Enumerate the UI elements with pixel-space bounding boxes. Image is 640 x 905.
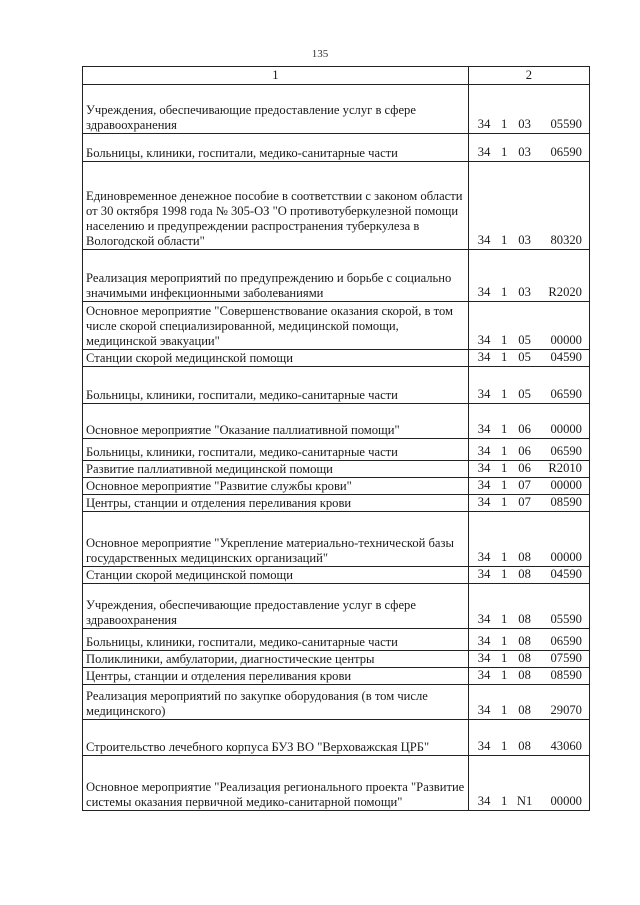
row-name: Основное мероприятие "Развитие службы крови": [83, 478, 469, 495]
budget-classification-table: [82, 66, 590, 811]
row-name: Больницы, клиники, госпитали, медико-санитарные части: [83, 439, 469, 461]
code-subprogram: 1: [501, 495, 508, 509]
table-row: [83, 461, 590, 478]
row-codes: [468, 685, 589, 720]
code-program: 34: [477, 285, 491, 299]
table-row: [83, 250, 590, 302]
row-codes: [468, 461, 589, 478]
code-program: 34: [477, 117, 491, 131]
code-group: [472, 668, 586, 684]
row-name: Основное мероприятие "Совершенствование оказания скорой, в том числе скорой специализированной, медицинской помощи, медицинской эвакуации": [83, 302, 469, 350]
row-codes: [468, 478, 589, 495]
row-name: Поликлиники, амбулатории, диагностические центры: [83, 651, 469, 668]
code-event: 05: [518, 387, 531, 401]
table-row: [83, 629, 590, 651]
row-codes: [468, 404, 589, 439]
code-group: [472, 634, 586, 650]
code-program: 34: [477, 794, 491, 808]
row-name: Учреждения, обеспечивающие предоставление услуг в сфере здравоохранения: [83, 85, 469, 134]
code-event: 06: [518, 422, 531, 436]
code-group: [472, 651, 586, 667]
code-direction: 06590: [550, 634, 582, 648]
table-row: [83, 756, 590, 811]
code-direction: 00000: [550, 550, 582, 564]
code-event: 07: [518, 495, 531, 509]
code-subprogram: 1: [501, 651, 508, 665]
row-codes: [468, 756, 589, 811]
code-subprogram: 1: [501, 703, 508, 717]
code-event: 08: [518, 668, 531, 682]
code-program: 34: [477, 703, 491, 717]
code-group: [472, 567, 586, 583]
code-program: 34: [477, 422, 491, 436]
row-name: Развитие паллиативной медицинской помощи: [83, 461, 469, 478]
code-event: 08: [518, 651, 531, 665]
row-codes: [468, 668, 589, 685]
code-event: 08: [518, 550, 531, 564]
code-subprogram: 1: [501, 739, 508, 753]
code-group: [472, 461, 586, 477]
row-name: Больницы, клиники, госпитали, медико-санитарные части: [83, 629, 469, 651]
row-name: Строительство лечебного корпуса БУЗ ВО "Верховажская ЦРБ": [83, 720, 469, 756]
table-row: [83, 720, 590, 756]
code-subprogram: 1: [501, 550, 508, 564]
code-program: 34: [477, 444, 491, 458]
row-codes: [468, 651, 589, 668]
code-direction: 00000: [550, 422, 582, 436]
code-direction: 00000: [550, 333, 582, 347]
table-row: [83, 685, 590, 720]
code-direction: 80320: [550, 233, 582, 247]
table-row: [83, 302, 590, 350]
code-program: 34: [477, 387, 491, 401]
code-direction: 07590: [550, 651, 582, 665]
code-direction: 00000: [550, 478, 582, 492]
code-subprogram: 1: [501, 567, 508, 581]
row-codes: [468, 495, 589, 512]
table-header-row: [83, 67, 590, 85]
row-name: Станции скорой медицинской помощи: [83, 350, 469, 367]
code-program: 34: [477, 651, 491, 665]
code-group: [472, 550, 586, 566]
table-row: [83, 567, 590, 584]
code-subprogram: 1: [501, 478, 508, 492]
code-program: 34: [477, 612, 491, 626]
row-name: Станции скорой медицинской помощи: [83, 567, 469, 584]
code-direction: 29070: [550, 703, 582, 717]
code-group: [472, 794, 586, 810]
code-event: 08: [518, 567, 531, 581]
code-subprogram: 1: [501, 387, 508, 401]
code-subprogram: 1: [501, 794, 508, 808]
row-codes: [468, 512, 589, 567]
code-subprogram: 1: [501, 285, 508, 299]
row-codes: [468, 162, 589, 250]
code-direction: 06590: [550, 387, 582, 401]
code-direction: 06590: [550, 444, 582, 458]
code-program: 34: [477, 550, 491, 564]
row-codes: [468, 302, 589, 350]
code-program: 34: [477, 495, 491, 509]
code-group: [472, 478, 586, 494]
code-direction: 08590: [550, 668, 582, 682]
code-group: [472, 612, 586, 628]
table-row: [83, 404, 590, 439]
code-subprogram: 1: [501, 333, 508, 347]
code-program: 34: [477, 668, 491, 682]
code-subprogram: 1: [501, 117, 508, 131]
row-codes: [468, 367, 589, 404]
code-subprogram: 1: [501, 668, 508, 682]
row-name: Учреждения, обеспечивающие предоставление услуг в сфере здравоохранения: [83, 584, 469, 629]
code-subprogram: 1: [501, 422, 508, 436]
table-row: [83, 350, 590, 367]
code-direction: 06590: [550, 145, 582, 159]
row-name: Центры, станции и отделения переливания крови: [83, 668, 469, 685]
page-number: 135: [311, 48, 329, 60]
code-direction: 43060: [550, 739, 582, 753]
code-group: [472, 387, 586, 403]
code-subprogram: 1: [501, 145, 508, 159]
code-direction: 05590: [550, 117, 582, 131]
code-group: [472, 145, 586, 161]
row-name: Центры, станции и отделения переливания крови: [83, 495, 469, 512]
row-codes: [468, 629, 589, 651]
table-row: [83, 85, 590, 134]
code-direction: 05590: [550, 612, 582, 626]
code-event: 06: [518, 461, 531, 475]
code-event: 08: [518, 739, 531, 753]
row-codes: [468, 350, 589, 367]
row-codes: [468, 439, 589, 461]
code-event: 03: [518, 117, 531, 131]
code-subprogram: 1: [501, 233, 508, 247]
code-program: 34: [477, 567, 491, 581]
code-event: 03: [518, 285, 531, 299]
table-row: [83, 495, 590, 512]
code-subprogram: 1: [501, 461, 508, 475]
code-event: 06: [518, 444, 531, 458]
table-row: [83, 162, 590, 250]
code-direction: 04590: [550, 567, 582, 581]
code-event: 08: [518, 703, 531, 717]
table-row: [83, 367, 590, 404]
column-header-1: 1: [83, 67, 469, 85]
code-subprogram: 1: [501, 634, 508, 648]
row-codes: [468, 720, 589, 756]
row-name: Больницы, клиники, госпитали, медико-санитарные части: [83, 367, 469, 404]
row-codes: [468, 250, 589, 302]
row-codes: [468, 134, 589, 162]
table-row: [83, 478, 590, 495]
code-subprogram: 1: [501, 350, 508, 364]
code-subprogram: 1: [501, 612, 508, 626]
row-name: Реализация мероприятий по предупреждению и борьбе с социально значимыми инфекционными заболеваниями: [83, 250, 469, 302]
code-event: 08: [518, 634, 531, 648]
code-group: [472, 495, 586, 511]
code-program: 34: [477, 233, 491, 247]
table-row: [83, 668, 590, 685]
code-event: 03: [518, 145, 531, 159]
code-group: [472, 444, 586, 460]
row-name: Реализация мероприятий по закупке оборудования (в том числе медицинского): [83, 685, 469, 720]
code-event: 08: [518, 612, 531, 626]
table-row: [83, 584, 590, 629]
code-group: [472, 350, 586, 366]
row-name: Основное мероприятие "Укрепление материально-технической базы государственных медицинских организаций": [83, 512, 469, 567]
code-program: 34: [477, 333, 491, 347]
code-group: [472, 285, 586, 301]
code-group: [472, 333, 586, 349]
code-direction: 04590: [550, 350, 582, 364]
code-program: 34: [477, 739, 491, 753]
code-direction: R2010: [548, 461, 582, 475]
code-group: [472, 233, 586, 249]
table-row: [83, 134, 590, 162]
code-group: [472, 739, 586, 755]
code-direction: 08590: [550, 495, 582, 509]
code-group: [472, 422, 586, 438]
column-header-2: 2: [468, 67, 589, 85]
row-codes: [468, 584, 589, 629]
code-program: 34: [477, 634, 491, 648]
table-row: [83, 512, 590, 567]
code-event: N1: [516, 794, 533, 808]
code-program: 34: [477, 461, 491, 475]
row-name: Больницы, клиники, госпитали, медико-санитарные части: [83, 134, 469, 162]
row-name: Основное мероприятие "Оказание паллиативной помощи": [83, 404, 469, 439]
code-subprogram: 1: [501, 444, 508, 458]
code-event: 05: [518, 350, 531, 364]
code-group: [472, 117, 586, 133]
table-row: [83, 651, 590, 668]
row-codes: [468, 567, 589, 584]
table-row: [83, 439, 590, 461]
code-direction: 00000: [550, 794, 582, 808]
code-event: 07: [518, 478, 531, 492]
row-name: Единовременное денежное пособие в соответствии с законом области от 30 октября 1998 года № 305-ОЗ "О противотуберкулезной помощи населению и предупреждении распространения туберкулеза в Вологодской области": [83, 162, 469, 250]
code-program: 34: [477, 145, 491, 159]
row-name: Основное мероприятие "Реализация регионального проекта "Развитие системы оказания первичной медико-санитарной помощи": [83, 756, 469, 811]
code-event: 05: [518, 333, 531, 347]
code-event: 03: [518, 233, 531, 247]
row-codes: [468, 85, 589, 134]
code-group: [472, 703, 586, 719]
code-direction: R2020: [548, 285, 582, 299]
code-program: 34: [477, 478, 491, 492]
code-program: 34: [477, 350, 491, 364]
